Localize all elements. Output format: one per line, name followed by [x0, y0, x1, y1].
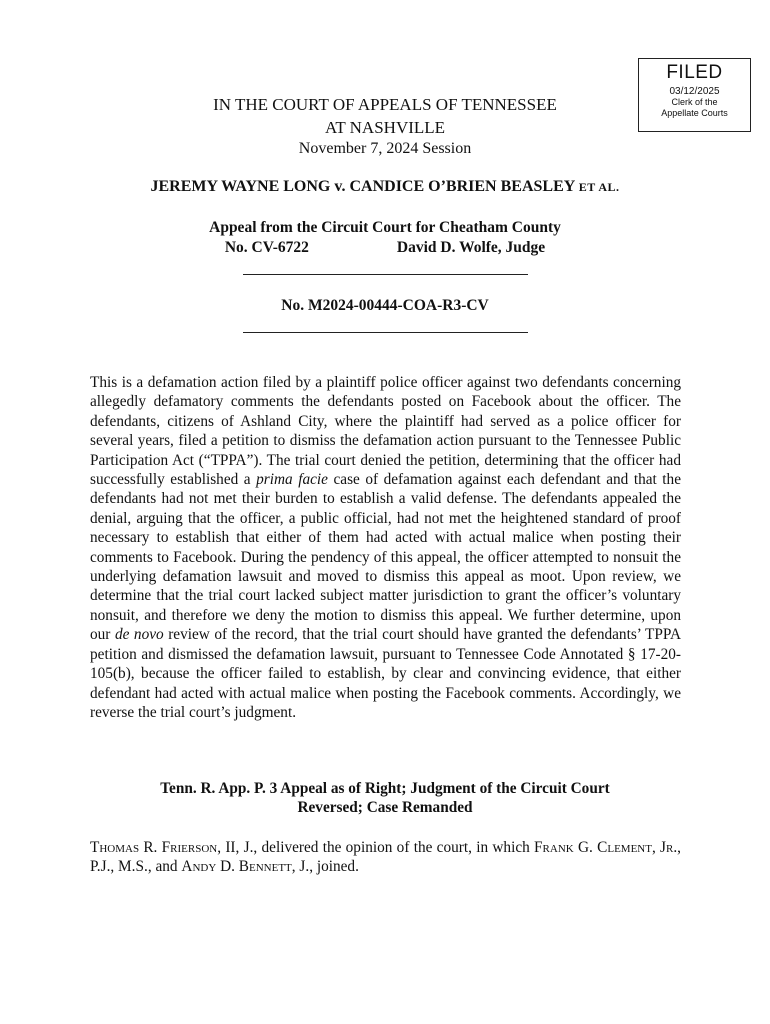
authors-text-and: , and — [147, 858, 182, 876]
authoring-judge: Thomas R. Frierson, II, J. — [90, 839, 254, 856]
trial-judge: David D. Wolfe, Judge — [396, 239, 546, 256]
appeal-from: Appeal from the Circuit Court for Cheatham County — [209, 219, 561, 236]
divider-top — [243, 274, 528, 275]
filed-stamp-date: 03/12/2025 — [669, 86, 720, 97]
joining-judge-2: Andy D. Bennett, J. — [181, 858, 310, 876]
filed-stamp-clerk-line1: Clerk of the — [671, 97, 718, 107]
court-location: AT NASHVILLE — [324, 118, 446, 137]
summary-italic-prima-facie: prima facie — [256, 471, 328, 489]
case-summary — [90, 373, 681, 722]
filed-stamp-clerk-line2: Appellate Courts — [661, 108, 728, 118]
divider-bottom — [243, 332, 528, 333]
summary-italic-de-novo: de novo — [114, 626, 164, 644]
disposition — [120, 779, 650, 818]
joining-judge-1: Frank G. Clement, Jr., P.J., M.S. — [90, 839, 681, 876]
disposition-line2: Reversed; Case Remanded — [297, 799, 473, 817]
authoring-judges — [90, 838, 681, 877]
filed-stamp-title: FILED — [666, 62, 723, 83]
trial-docket-row — [90, 239, 680, 257]
summary-text-3: review of the record, that the trial court should have granted the defendants’ TPPA petition and dismissed the defamation lawsuit, pursuant to Tennessee Code Annotated § 17-20-105(b), because the officer failed to establish, by clear and convincing evidence, that either defendant had acted with actual malice when posting the Facebook comments. Accordingly, we reverse the trial court’s judgment. — [90, 626, 682, 721]
session-date: November 7, 2024 Session — [298, 140, 472, 157]
disposition-line1: Tenn. R. App. P. 3 Appeal as of Right; Judgment of the Circuit Court — [160, 780, 610, 797]
appellate-case-number: No. M2024-00444-COA-R3-CV — [281, 297, 489, 314]
case-parties: JEREMY WAYNE LONG v. CANDICE O’BRIEN BEASLEY — [150, 178, 575, 195]
summary-text-2: case of defamation against each defendant and that the defendants had not met their burden to establish a valid defense. The defendants appealed the denial, arguing that the officer, a public official, had not met the heightened standard of proof necessary to establish that either of them had acted with actual malice when posting their comments to Facebook. During the pendency of this appeal, the officer attempted to nonsuit the underlying defamation lawsuit and moved to dismiss this appeal as moot. Upon review, we determine that the trial court lacked subject matter jurisdiction to grant the officer’s voluntary nonsuit, and therefore we deny the motion to dismiss this appeal. We further determine, upon our — [90, 471, 681, 644]
court-name: IN THE COURT OF APPEALS OF TENNESSEE — [213, 95, 557, 114]
summary-text-1: This is a defamation action filed by a plaintiff police officer against two defendants concerning allegedly defamatory comments the defendants posted on Facebook about the officer. The defendants, citizens of Ashland City, where the plaintiff had served as a police officer for several years, filed a petition to dismiss the defamation action pursuant to the Tennessee Public Participation Act (“TPPA”). The trial court denied the petition, determining that the officer had successfully established a — [90, 374, 681, 489]
authors-text-end: , joined. — [309, 858, 359, 876]
trial-case-number: No. CV-6722 — [224, 239, 309, 256]
authors-text-mid: , delivered the opinion of the court, in which — [253, 839, 535, 856]
case-et-al: ET AL. — [578, 180, 620, 194]
case-caption — [90, 178, 680, 196]
